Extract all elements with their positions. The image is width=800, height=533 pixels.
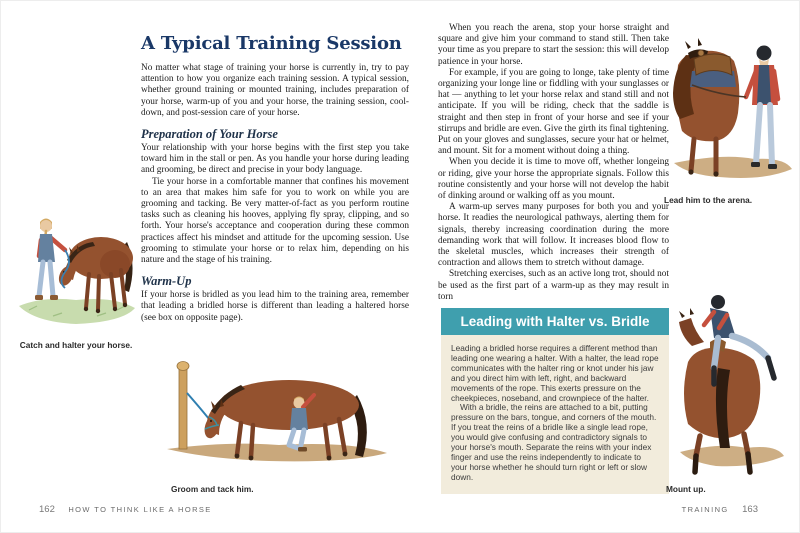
figure-catch-halter (13, 184, 139, 350)
right-page-text-column (438, 23, 669, 303)
body-paragraph: Tie your horse in a comfortable manner that confines his movement to an area that makes him safe for you to work on while you are grooming and tacking. Be very matter-of-fact as you perform routine tasks such as cleaning his hooves, applying fly spray, clipping, and so forth. Your horse's acceptance and cooperation during these common practices affect his mindset and attitude for the upcoming session. Use grooming to stimulate your horse or to relax him, depending on his nature and the stage of his training. (141, 176, 409, 266)
hitching-post (179, 367, 187, 449)
section-heading-preparation: Preparation of Your Horse (141, 127, 278, 142)
book-title-footer: HOW TO THINK LIKE A HORSE (68, 505, 212, 514)
left-page-text-column (141, 34, 409, 324)
grass (19, 299, 135, 324)
left-page-footer (39, 504, 212, 515)
chapter-title-footer: TRAINING (681, 505, 729, 514)
handler (35, 219, 69, 301)
caption-groom-tack: Groom and tack him. (171, 484, 254, 494)
left-page-number: 162 (39, 504, 55, 515)
body-paragraph: When you decide it is time to move off, whether longeing or riding, give your horse the appropriate signals. Follow this routine consistently and your horse will not develop the habit of dinking around or walking off as you mount. (438, 157, 669, 202)
illustration-lead-to-arena (664, 13, 799, 191)
caption-lead-arena: Lead him to the arena. (664, 195, 753, 205)
sidebar-box-halter-vs-bridle (441, 308, 669, 494)
box-paragraph: Leading a bridled horse requires a different method than leading one wearing a halter. With a halter, the lead rope communicates with the halter ring or knot under his jaw and you direct him with left, right, and backward movements of the rope. This exerts pressure on the cheekpieces, noseband, and crownpiece of the halter. (451, 343, 659, 403)
right-page-footer (438, 504, 758, 515)
illustration-groom-tack-horse (149, 353, 401, 471)
illustration-mount-up (666, 284, 796, 480)
page-title: A Typical Training Session (141, 33, 402, 54)
intro-paragraph: No matter what stage of training your horse is currently in, try to pay attention to how you organize each training session. A typical session, whether ground training or mounted training, includes preparation of your horse, warm-up of you and your horse, the training session, cool-down, and post-session care of your horse. (141, 63, 409, 118)
caption-mount-up: Mount up. (666, 484, 706, 494)
ground (167, 444, 387, 462)
right-page-number: 163 (742, 504, 758, 515)
horse (673, 38, 739, 177)
illustration-catch-halter-horse (13, 184, 139, 336)
body-paragraph: Your relationship with your horse begins with the first step you take toward him in the stall or pen. As you handle your horse during leading and grooming, be direct and precise in your body language. (141, 143, 409, 176)
body-paragraph: Stretching exercises, such as an active long trot, should not be used as the first part of a warm-up as they may result in torn (438, 269, 669, 302)
section-heading-warmup: Warm-Up (141, 274, 192, 289)
figure-lead-arena (664, 13, 799, 205)
tie-rope (187, 393, 209, 419)
body-paragraph: If your horse is bridled as you lead him to the training area, remember that leading a bridled horse is different than leading a haltered horse (see box on opposite page). (141, 290, 409, 323)
sidebar-box-title: Leading with Halter vs. Bridle (441, 308, 669, 335)
box-paragraph: With a bridle, the reins are attached to a bit, putting pressure on the bars, tongue, and corners of the mouth. If you treat the reins of a bridle like a single lead rope, you would give confusing and contradictory signals to your horse's mouth. Separate the reins with your index finger and use the reins independently to indicate to your horse whether he should turn right or left or slow down. (451, 402, 657, 482)
body-paragraph: A warm-up serves many purposes for both you and your horse. It readies the neurological pathways, alerting them for signals, thereby increasing coordination during the more demanding work that will follow. It increases blood flow to the skeletal muscles, which increases their strength of contraction and allows them to stretch without damage. (438, 202, 669, 269)
body-paragraph: When you reach the arena, stop your horse straight and square and give him your command to stand still. Then take your time as you prepare to start the session: this will develop patience in your horse. (438, 23, 669, 67)
caption-catch-halter: Catch and halter your horse. (19, 340, 133, 350)
sidebar-box-body (441, 335, 669, 494)
figure-groom-tack (149, 353, 401, 494)
figure-mount-up (666, 284, 796, 494)
body-paragraph: For example, if you are going to longe, take plenty of time organizing your longe line or fiddling with your sunglasses or hat — anything to let your horse relax and stand still and not anticipate. If you will be riding, check that the saddle is straight and then step in front of your horse and see if your stirrups and bridle are even. Give the girth its final tightening. Put on your gloves and sunglasses, secure your hat or helmet, and mount. Sit for a moment without doing a thing. (438, 67, 669, 157)
